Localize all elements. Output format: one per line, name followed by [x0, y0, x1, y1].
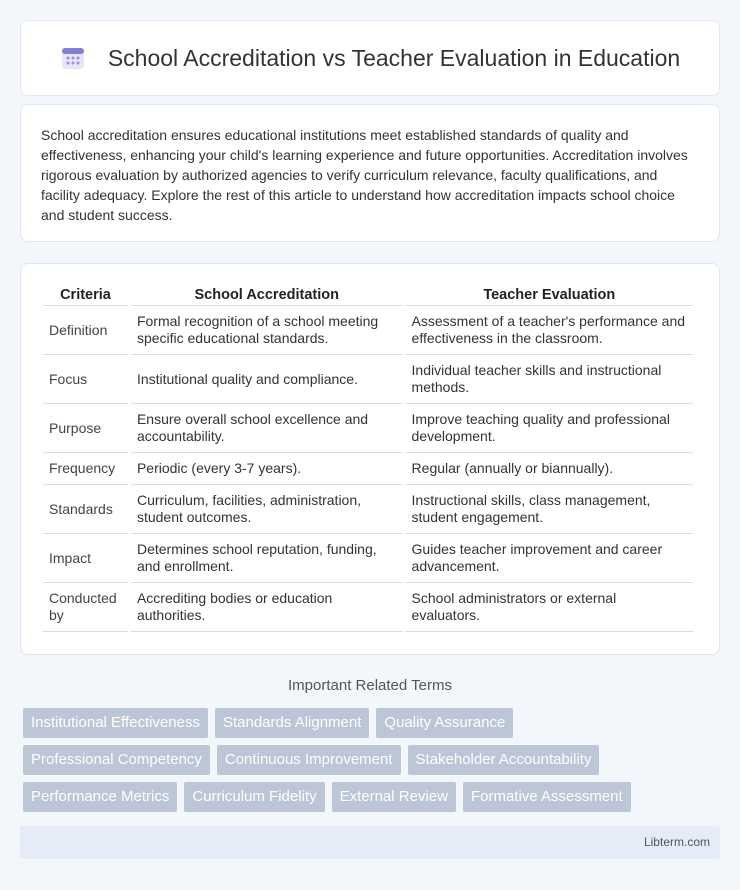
table-row — [43, 583, 693, 632]
tag-quality-assurance[interactable]: Quality Assurance — [376, 708, 513, 738]
table-cell: Guides teacher improvement and career advancement. — [406, 534, 693, 583]
table-cell: Individual teacher skills and instructional methods. — [406, 355, 693, 404]
table-cell: Improve teaching quality and professional development. — [406, 404, 693, 453]
criteria-cell: Purpose — [43, 404, 128, 453]
footer-site-link[interactable]: Libterm.com — [643, 835, 710, 849]
table-row — [43, 306, 693, 355]
tag-row — [23, 782, 723, 812]
table-cell: Regular (annually or biannually). — [406, 453, 693, 485]
criteria-cell: Focus — [43, 355, 128, 404]
criteria-cell: Standards — [43, 485, 128, 534]
footer — [20, 826, 720, 859]
related-terms-tags — [23, 708, 723, 819]
table-cell: School administrators or external evaluators. — [406, 583, 693, 632]
related-terms-title: Important Related Terms — [288, 677, 452, 694]
tag-institutional-effectiveness[interactable]: Institutional Effectiveness — [23, 708, 208, 738]
table-cell: Assessment of a teacher's performance and effectiveness in the classroom. — [406, 306, 693, 355]
title-card — [20, 20, 720, 96]
table-header-row — [43, 286, 693, 306]
criteria-cell: Conducted by — [43, 583, 128, 632]
table-cell: Determines school reputation, funding, and enrollment. — [131, 534, 403, 583]
table-cell: Curriculum, facilities, administration, student outcomes. — [131, 485, 403, 534]
criteria-cell: Impact — [43, 534, 128, 583]
table-cell: Accrediting bodies or education authorities. — [131, 583, 403, 632]
tag-curriculum-fidelity[interactable]: Curriculum Fidelity — [184, 782, 324, 812]
comparison-table-card — [20, 263, 720, 655]
tag-standards-alignment[interactable]: Standards Alignment — [215, 708, 369, 738]
criteria-cell: Definition — [43, 306, 128, 355]
page-title: School Accreditation vs Teacher Evaluation in Education — [107, 44, 681, 71]
table-cell: Formal recognition of a school meeting specific educational standards. — [131, 306, 403, 355]
tag-formative-assessment[interactable]: Formative Assessment — [463, 782, 631, 812]
tag-professional-competency[interactable]: Professional Competency — [23, 745, 210, 775]
table-cell: Periodic (every 3-7 years). — [131, 453, 403, 485]
intro-text: School accreditation ensures educational institutions meet established standards of quality and effectiveness, enhancing your child's learning experience and future opportunities. Accreditation involves rigorous evaluation by authorized agencies to verify curriculum relevance, faculty qualifications, and facility adequacy. Explore the rest of this article to understand how accreditation impacts school choice and student success. — [41, 127, 688, 223]
tag-row — [23, 708, 723, 738]
tag-row — [23, 745, 723, 775]
table-row — [43, 404, 693, 453]
criteria-cell: Frequency — [43, 453, 128, 485]
table-row — [43, 453, 693, 485]
calendar-icon — [60, 45, 86, 71]
comparison-table — [40, 286, 696, 632]
table-cell: Institutional quality and compliance. — [131, 355, 403, 404]
table-cell: Instructional skills, class management, student engagement. — [406, 485, 693, 534]
table-row — [43, 355, 693, 404]
tag-external-review[interactable]: External Review — [332, 782, 456, 812]
header-criteria: Criteria — [43, 286, 128, 306]
intro-card — [20, 104, 720, 242]
table-row — [43, 485, 693, 534]
header-school-accreditation: School Accreditation — [131, 286, 403, 306]
table-cell: Ensure overall school excellence and accountability. — [131, 404, 403, 453]
tag-stakeholder-accountability[interactable]: Stakeholder Accountability — [408, 745, 600, 775]
tag-performance-metrics[interactable]: Performance Metrics — [23, 782, 177, 812]
header-teacher-evaluation: Teacher Evaluation — [406, 286, 693, 306]
tag-continuous-improvement[interactable]: Continuous Improvement — [217, 745, 401, 775]
table-row — [43, 534, 693, 583]
